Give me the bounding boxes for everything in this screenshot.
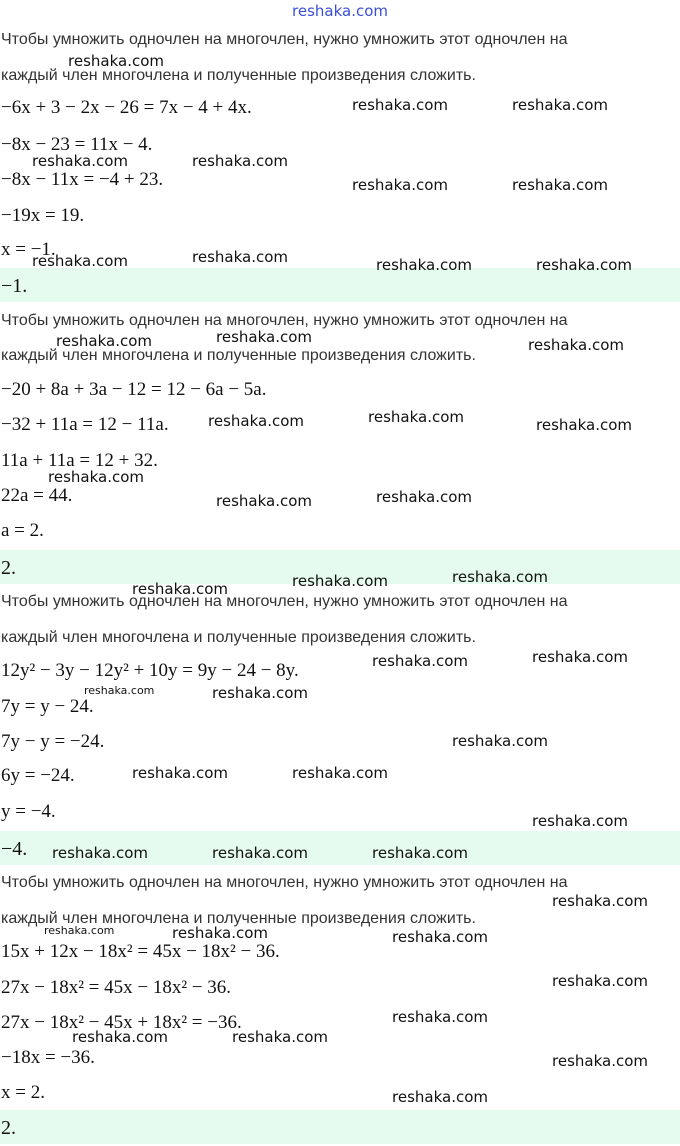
equation-step: −8x − 11x = −4 + 23. [1,169,164,190]
watermark: reshaka.com [552,972,648,990]
rule-text-line2: каждый член многочлена и полученные произведения сложить. [1,629,476,646]
rule-text-line1: Чтобы умножить одночлен на многочлен, нужно умножить этот одночлен на [1,593,568,610]
equation-step: 27x − 18x² − 45x + 18x² = −36. [1,1012,242,1033]
watermark: reshaka.com [392,928,488,946]
watermark: reshaka.com [48,468,144,486]
equation-step: −20 + 8a + 3a − 12 = 12 − 6a − 5a. [1,379,267,400]
equation-step: 15x + 12x − 18x² = 45x − 18x² − 36. [1,941,280,962]
watermark: reshaka.com [532,648,628,666]
equation-step: −6x + 3 − 2x − 26 = 7x − 4 + 4x. [1,97,252,118]
watermark: reshaka.com [208,412,304,430]
watermark: reshaka.com [512,96,608,114]
watermark: reshaka.com [44,924,115,937]
watermark: reshaka.com [132,764,228,782]
equation-step: 6y = −24. [1,765,75,786]
equation-step: a = 2. [1,520,44,541]
equation-step: 27x − 18x² = 45x − 18x² − 36. [1,977,232,998]
watermark: reshaka.com [392,1008,488,1026]
watermark: reshaka.com [212,684,308,702]
watermark: reshaka.com [32,152,128,170]
watermark: reshaka.com [452,732,548,750]
equation-step: −32 + 11a = 12 − 11a. [1,414,169,435]
equation-step: 12y² − 3y − 12y² + 10y = 9y − 24 − 8y. [1,660,299,681]
watermark: reshaka.com [216,492,312,510]
answer-row [0,1110,680,1144]
watermark: reshaka.com [512,176,608,194]
watermark: reshaka.com [84,684,155,697]
watermark: reshaka.com [52,844,148,862]
watermark: reshaka.com [452,568,548,586]
rule-text-line2: каждый член многочлена и полученные произведения сложить. [1,67,476,84]
watermark: reshaka.com [72,1028,168,1046]
answer-value: −4. [1,838,28,860]
watermark: reshaka.com [552,892,648,910]
rule-text-line1: Чтобы умножить одночлен на многочлен, нужно умножить этот одночлен на [1,312,568,329]
watermark: reshaka.com [132,580,228,598]
answer-value: 2. [1,1117,16,1139]
watermark: reshaka.com [68,52,164,70]
watermark: reshaka.com [552,1052,648,1070]
watermark: reshaka.com [212,844,308,862]
watermark: reshaka.com [528,336,624,354]
equation-step: 22a = 44. [1,485,73,506]
watermark: reshaka.com [536,416,632,434]
equation-step: 7y − y = −24. [1,731,105,752]
watermark: reshaka.com [32,252,128,270]
watermark: reshaka.com [172,924,268,942]
site-link[interactable]: reshaka.com [292,2,388,20]
rule-text-line1: Чтобы умножить одночлен на многочлен, нужно умножить этот одночлен на [1,31,568,48]
rule-text-line2: каждый член многочлена и полученные произведения сложить. [1,347,476,364]
equation-step: −18x = −36. [1,1047,95,1068]
answer-value: 2. [1,557,16,579]
watermark: reshaka.com [392,1088,488,1106]
equation-step: x = 2. [1,1082,45,1103]
watermark: reshaka.com [376,256,472,274]
watermark: reshaka.com [292,764,388,782]
rule-text-line2: каждый член многочлена и полученные произведения сложить. [1,910,476,927]
watermark: reshaka.com [536,256,632,274]
watermark: reshaka.com [232,1028,328,1046]
watermark: reshaka.com [372,652,468,670]
watermark: reshaka.com [56,332,152,350]
equation-step: 7y = y − 24. [1,696,94,717]
watermark: reshaka.com [192,248,288,266]
equation-step: 11a + 11a = 12 + 32. [1,450,158,471]
answer-value: −1. [1,275,28,297]
watermark: reshaka.com [292,572,388,590]
watermark: reshaka.com [376,488,472,506]
watermark: reshaka.com [372,844,468,862]
watermark: reshaka.com [368,408,464,426]
watermark: reshaka.com [216,328,312,346]
watermark: reshaka.com [352,96,448,114]
equation-step: y = −4. [1,801,56,822]
equation-step: −8x − 23 = 11x − 4. [1,134,153,155]
watermark: reshaka.com [352,176,448,194]
equation-step: x = −1. [1,239,56,260]
equation-step: −19x = 19. [1,205,85,226]
rule-text-line1: Чтобы умножить одночлен на многочлен, нужно умножить этот одночлен на [1,874,568,891]
watermark: reshaka.com [532,812,628,830]
watermark: reshaka.com [192,152,288,170]
